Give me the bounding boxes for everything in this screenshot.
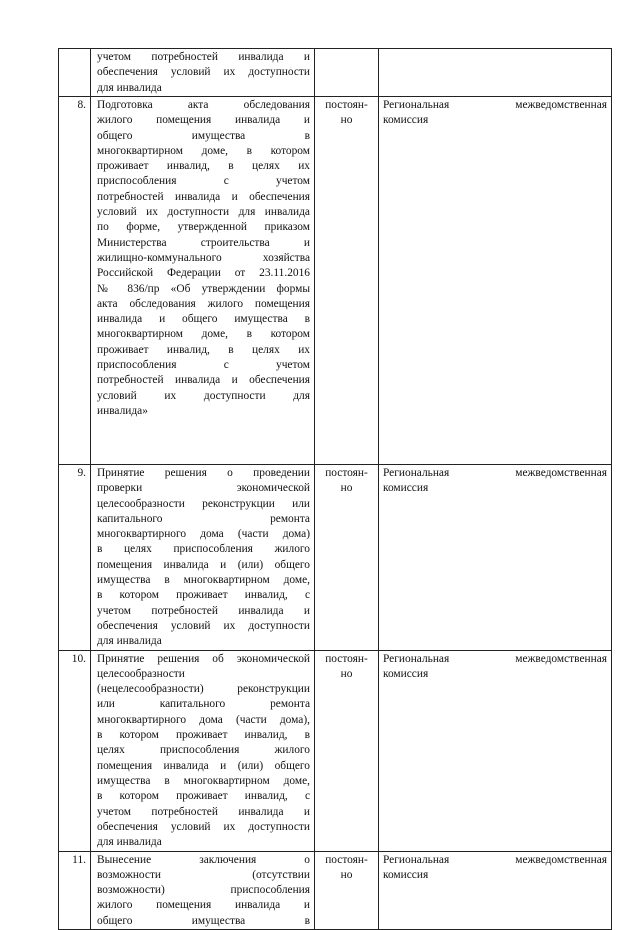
term-line: постоян- xyxy=(325,652,368,665)
row-term-cell xyxy=(315,465,379,651)
description-line: Вынесение заключения о xyxy=(97,853,310,866)
description-line: потребностей инвалида и обеспечения xyxy=(97,190,310,203)
description-line: проживает инвалид, в целях их xyxy=(97,160,310,173)
description-line: общего имущества в xyxy=(97,914,310,927)
description-line: Подготовка акта обследования xyxy=(97,99,310,111)
description-line: Принятие решения об экономической xyxy=(97,652,310,665)
table-row xyxy=(59,465,612,651)
term-line: постоян- xyxy=(325,99,368,111)
description-line: имущества в многоквартирном доме, xyxy=(97,574,310,587)
table-row xyxy=(59,49,612,97)
responsible-line: Региональная межведомственная xyxy=(383,99,607,111)
table-body xyxy=(59,49,612,930)
description-line: инвалида» xyxy=(97,404,148,417)
row-description-cell xyxy=(91,851,315,929)
description-line: Принятие решения о проведении xyxy=(97,467,310,479)
row-description-cell xyxy=(91,49,315,97)
description-line: возможности) приспособления xyxy=(97,884,310,897)
description-line: целесообразности xyxy=(97,667,185,680)
row-number: 9. xyxy=(77,467,86,479)
description-line: (нецелесообразности) реконструкции xyxy=(97,683,310,696)
term-line: но xyxy=(340,482,353,495)
description-line: многоквартирного дома (части дома), xyxy=(97,713,310,726)
table-row xyxy=(59,851,612,929)
row-description-cell xyxy=(91,97,315,465)
description-line: по форме, утвержденной приказом xyxy=(97,221,310,234)
term-line: постоян- xyxy=(325,467,368,479)
description-line: учетом потребностей инвалида и xyxy=(97,604,310,617)
description-line: капитального ремонта xyxy=(97,512,310,525)
document-table xyxy=(58,48,612,930)
description-line: жилого помещения инвалида и xyxy=(97,899,310,912)
row-term-cell xyxy=(315,49,379,97)
description-line: приспособления с учетом xyxy=(97,359,310,372)
description-line: в целях приспособления жилого xyxy=(97,543,310,556)
row-description-cell xyxy=(91,650,315,851)
description-line: многоквартирном доме, в котором xyxy=(97,144,310,157)
description-line: учетом потребностей инвалида и xyxy=(97,51,310,63)
description-line: акта обследования жилого помещения xyxy=(97,297,310,310)
description-line: или капитального ремонта xyxy=(97,698,310,711)
description-line: проверки экономической xyxy=(97,482,310,495)
description-line: многоквартирного дома (части дома) xyxy=(97,528,310,541)
term-line: но xyxy=(340,114,353,127)
row-number-cell xyxy=(59,851,91,929)
row-responsible-cell xyxy=(379,49,612,97)
description-line: имущества в многоквартирном доме, xyxy=(97,774,310,787)
description-line: инвалида и общего имущества в xyxy=(97,313,310,326)
description-line: помещения инвалида и (или) общего xyxy=(97,759,310,772)
row-responsible-cell xyxy=(379,851,612,929)
description-line: помещения инвалида и (или) общего xyxy=(97,558,310,571)
description-line: Министерства строительства и xyxy=(97,236,310,249)
row-responsible-cell xyxy=(379,465,612,651)
responsible-line: Региональная межведомственная xyxy=(383,652,607,665)
description-line: в котором проживает инвалид, в xyxy=(97,729,310,742)
description-line: обеспечения условий их доступности xyxy=(97,619,310,632)
term-line: но xyxy=(340,868,353,881)
row-responsible-cell xyxy=(379,650,612,851)
description-line: в котором проживает инвалид, с xyxy=(97,589,310,602)
description-line: потребностей инвалида и обеспечения xyxy=(97,374,310,387)
description-line: обеспечения условий их доступности xyxy=(97,66,310,79)
description-line: общего имущества в xyxy=(97,129,310,142)
description-line: учетом потребностей инвалида и xyxy=(97,805,310,818)
description-line: жилого помещения инвалида и xyxy=(97,114,310,127)
row-term-cell xyxy=(315,97,379,465)
row-description-cell xyxy=(91,465,315,651)
table-row xyxy=(59,650,612,851)
table-row xyxy=(59,97,612,465)
responsible-line: Региональная межведомственная xyxy=(383,853,607,866)
row-responsible-cell xyxy=(379,97,612,465)
description-line: жилищно-коммунального хозяйства xyxy=(97,251,310,264)
row-term-cell xyxy=(315,851,379,929)
description-line: № 836/пр «Об утверждении формы xyxy=(97,282,310,295)
term-line: но xyxy=(340,667,353,680)
description-line: условий их доступности для инвалида xyxy=(97,206,310,219)
row-number: 10. xyxy=(71,652,86,665)
row-number: 11. xyxy=(72,853,86,866)
description-line: возможности (отсутствии xyxy=(97,868,310,881)
term-line: постоян- xyxy=(325,853,368,866)
description-line: приспособления с учетом xyxy=(97,175,310,188)
responsible-line: комиссия xyxy=(383,667,429,680)
row-number-cell xyxy=(59,465,91,651)
description-line: целях приспособления жилого xyxy=(97,744,310,757)
description-line: для инвалида xyxy=(97,635,162,648)
description-line: обеспечения условий их доступности xyxy=(97,820,310,833)
row-number-cell xyxy=(59,650,91,851)
row-number-cell xyxy=(59,97,91,465)
row-number-cell xyxy=(59,49,91,97)
description-line: в котором проживает инвалид, с xyxy=(97,790,310,803)
row-term-cell xyxy=(315,650,379,851)
description-line: проживает инвалид, в целях их xyxy=(97,343,310,356)
responsible-line: комиссия xyxy=(383,482,429,495)
responsible-line: комиссия xyxy=(383,114,429,127)
description-line: многоквартирном доме, в котором xyxy=(97,328,310,341)
row-number: 8. xyxy=(77,99,86,111)
description-line: Российской Федерации от 23.11.2016 xyxy=(97,267,310,280)
description-line: условий их доступности для xyxy=(97,389,310,402)
responsible-line: Региональная межведомственная xyxy=(383,467,607,479)
responsible-line: комиссия xyxy=(383,868,429,881)
description-line: целесообразности реконструкции или xyxy=(97,497,310,510)
description-line: для инвалида xyxy=(97,81,162,94)
description-line: для инвалида xyxy=(97,836,162,849)
